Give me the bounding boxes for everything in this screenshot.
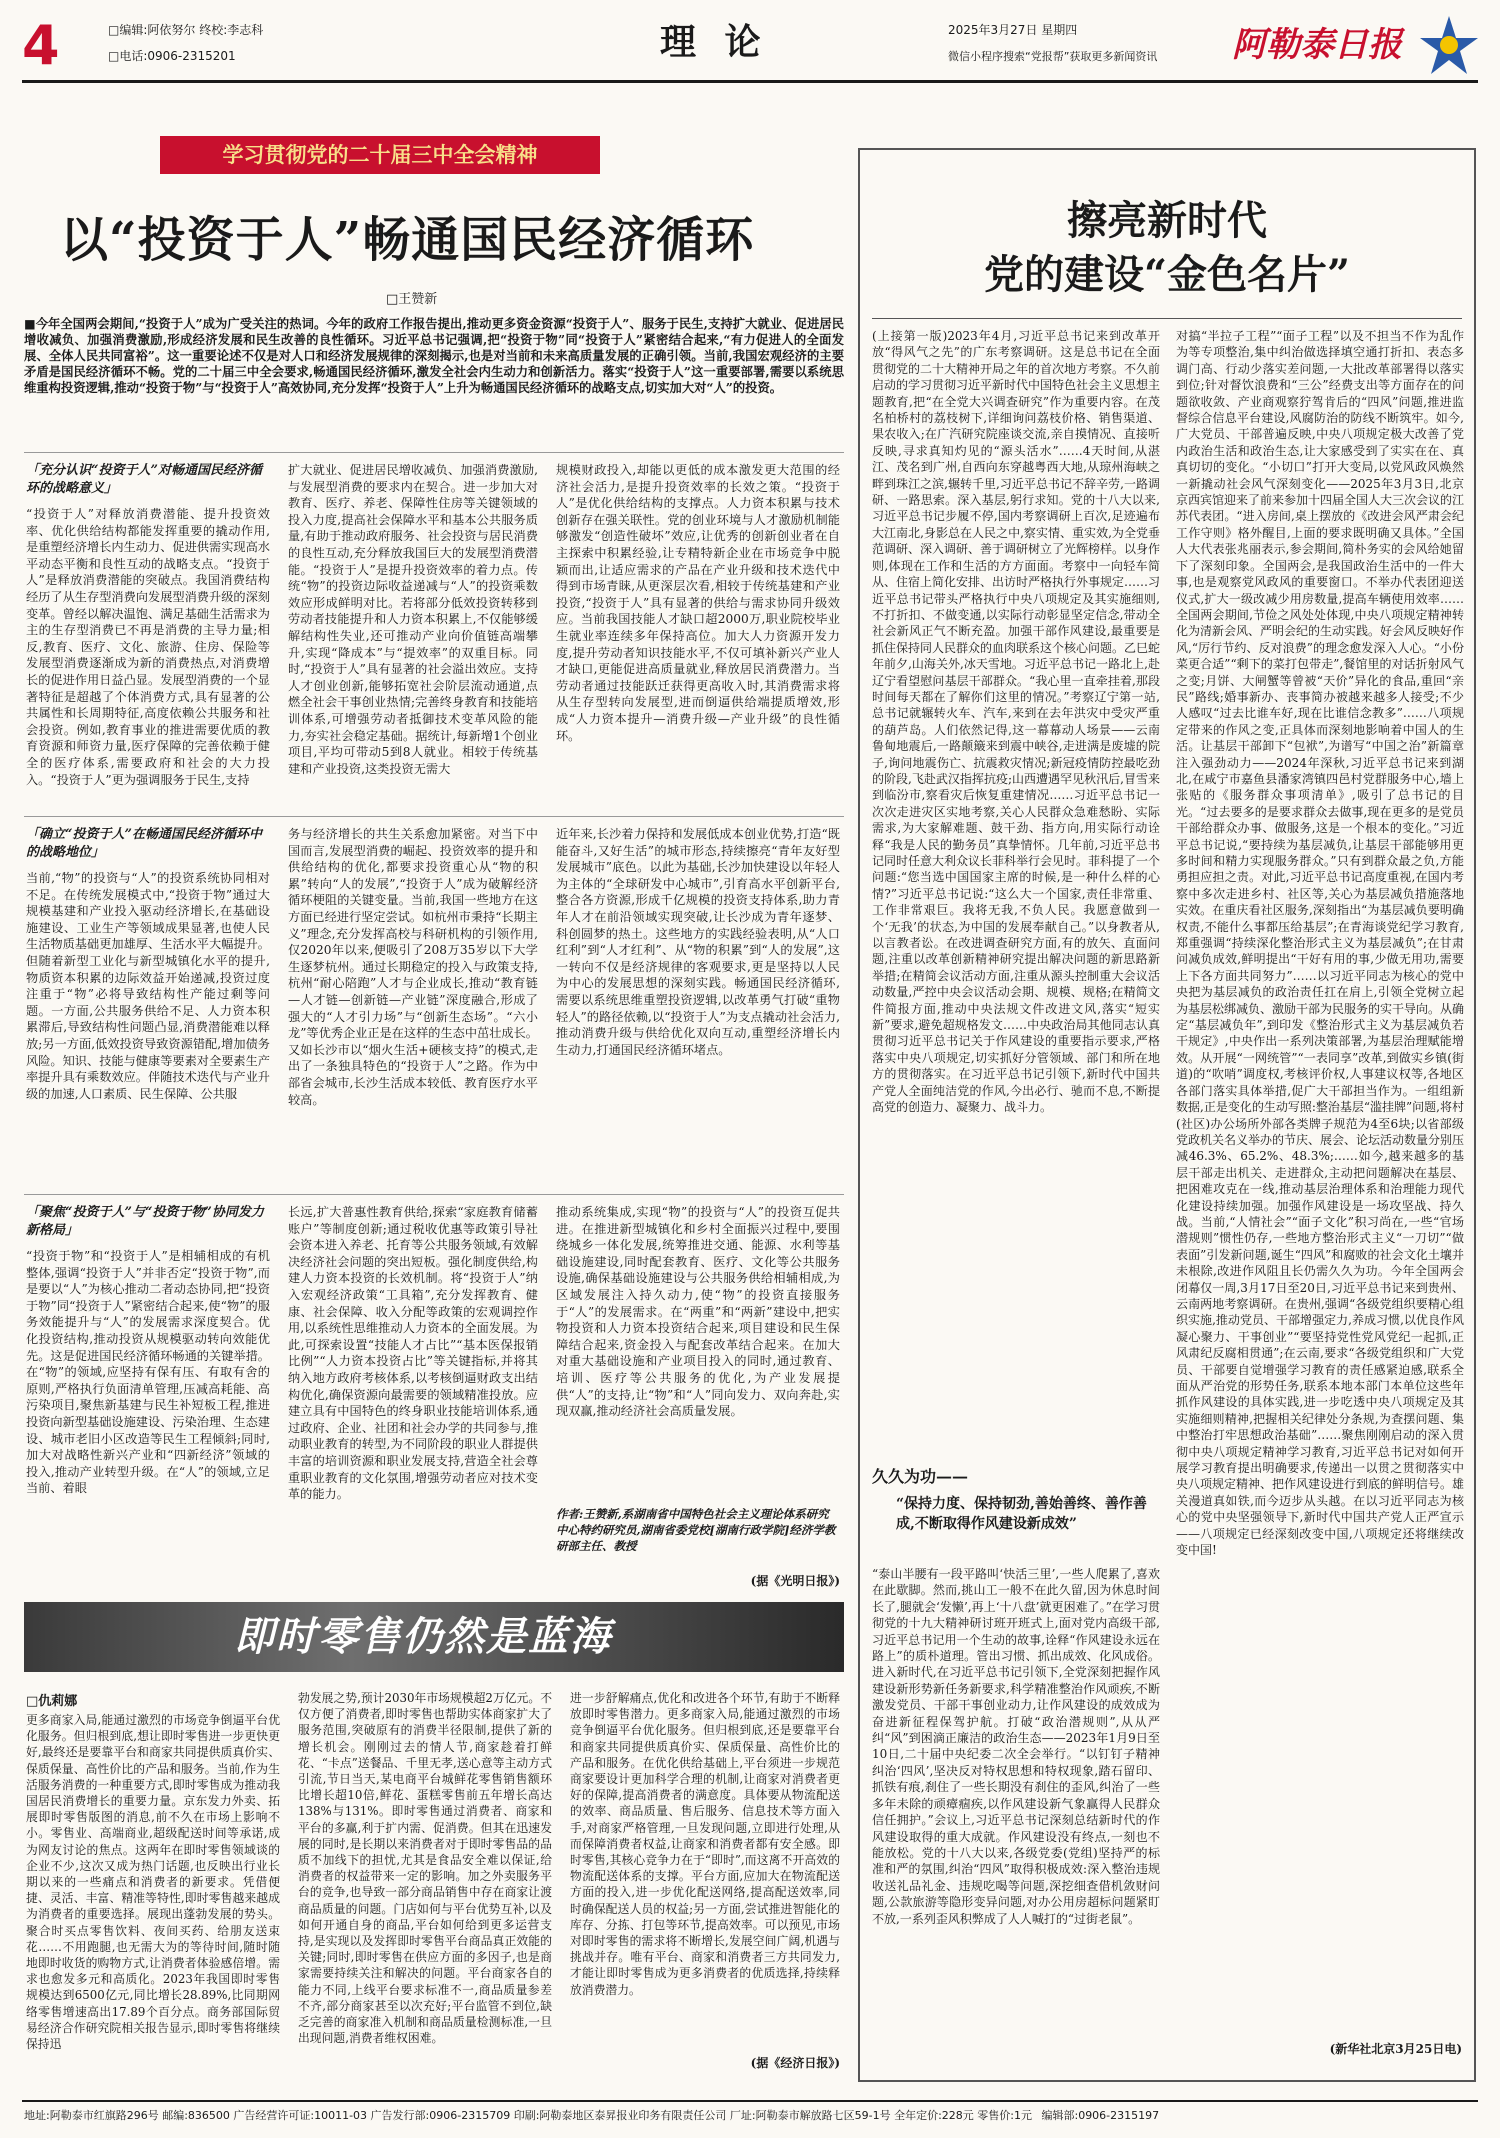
article3-sub-label: 久久为功—— (872, 1467, 969, 1486)
article2-source: (据《经济日报》) (750, 2056, 840, 2070)
article1-title: 以“投资于人”畅通国民经济循环 (60, 212, 755, 268)
section1-col2: 扩大就业、促进居民增收减负、加强消费激励,与发展型消费的要求内在契合。进一步加大对教育、医疗、养老、保障性住房等关键领域的投入力度,提高社会保障水平和基本公共服务质量,有助于推动政府服务、社会投资与居民消费的良性互动,充分释放我国巨大的发展型消费潜能。“投资于人”是提升投资效率的着力点。传统“物”的投资边际收益递减与“人”的投资乘数效应形成鲜明对比。若将部分低效投资转移到劳动者技能提升和人力资本积累上,不仅能够缓解结构性失业,还可推动产业向价值链高端攀升,实现“降成本”与“提效率”的双重目标。同时,“投资于人”具有显著的社会溢出效应。支持人才创业创新,能够拓宽社会阶层流动通道,点燃全社会干事创业热情;完善终身教育和技能培训体系,可增强劳动者抵御技术变革风险的能力,夯实社会稳定基础。据统计,每新增1个创业项目,平均可带动5到8人就业。相较于传统基建和产业投资,这类投资无需大 (288, 463, 538, 776)
theme-banner (160, 136, 600, 174)
footer-phone: 编辑部:0906-2315197 (1041, 2109, 1160, 2122)
phone-line: □电话:0906-2315201 (108, 49, 236, 63)
article2-title-band (24, 1602, 844, 1672)
issue-date: 2025年3月27日 星期四 (948, 23, 1078, 37)
section3-col1: “投资于物”和“投资于人”是相辅相成的有机整体,强调“投资于人”并非否定“投资于物”,而是要以“人”为核心推动二者动态协同,把“投资于物”同“投资于人”紧密结合起来,使“物”的服务效能提升与“人”的发展需求深度契合。优化投资结构,推动投资从规模驱动转向效能优先。这是促进国民经济循环畅通的关键举措。在“物”的领域,应坚持有保有压、有取有舍的原则,严格执行负面清单管理,压减高耗能、高污染项目,聚焦新基建与民生补短板工程,推进投资向新型基础设施建设、污染治理、生态建设、城市老旧小区改造等民生工程倾斜;同时,加大对战略性新兴产业和“四新经济”领域的投入,推动产业转型升级。在“人”的领域,立足当前、着眼 (26, 1249, 270, 1496)
section1-rule (24, 816, 844, 817)
article3-sub-title: “保持力度、保持韧劲,善始善终、善作善成,不断取得作风建设新成效” (896, 1496, 1147, 1532)
section3-col3: 推动系统集成,实现“物”的投资与“人”的投资互促共进。在推进新型城镇化和乡村全面振兴过程中,要围绕城乡一体化发展,统筹推进交通、能源、水利等基础设施建设,同时配套教育、医疗、文化等公共服务设施,确保基础设施建设与公共服务供给相辅相成,为区域发展注入持久动力,使“物”的投资直接服务于“人”的发展需求。在“两重”和“两新”建设中,把实物投资和人力资本投资结合起来,项目建设和民生保障结合起来,资金投入与配套改革结合起来。在加大对重大基础设施和产业项目投入的同时,通过教育、培训、医疗等公共服务的优化,为产业发展提供“人”的支持,让“物”和“人”同向发力、双向奔赴,实现双赢,推动经济社会高质量发展。 (556, 1205, 840, 1419)
footer-text (24, 2108, 1476, 2124)
section2-col1: 当前,“物”的投资与“人”的投资系统协同相对不足。在传统发展模式中,“投资于物”通过大规模基建和产业投入驱动经济增长,在基础设施建设、工业生产等领域成果显著,也使人民生活物质基础更加雄厚、生活水平大幅提升。但随着新型工业化与新型城镇化水平的提升,物质资本积累的边际效益开始递减,投资过度注重于“物”必将导致结构性产能过剩等问题。一方面,公共服务供给不足、人力资本积累滞后,导致结构性问题凸显,消费潜能难以释放;另一方面,低效投资导致资源错配,增加债务风险。知识、技能与健康等要素对全要素生产率提升具有乘数效应。伴随技术迭代与产业升级的加速,人口素质、民生保障、公共服 (26, 871, 270, 1101)
article2-col2: 勃发展之势,预计2030年市场规模超2万亿元。不仅方便了消费者,即时零售也帮助实体商家扩大了服务范围,突破原有的消费半径限制,提供了新的增长机会。刚刚过去的情人节,商家趁着打鲜花、“卡点”送餐品、千里无孝,送心意等主动方式引流,节日当天,某电商平台城鲜花零售销售额环比增长超10倍,鲜花、蛋糕零售前五年增长高达138%与131%。即时零售通过消费者、商家和平台的多赢,利于扩内需、促消费。但其在迅速发展的同时,是长期以来消费者对于即时零售品的品质不加线下的担忧,尤其是食品安全难以保证,给消费者的权益带来一定的影响。加之外卖服务平台的竞争,也导致一部分商品销售中存在商家让渡商品质量的问题。门店如何与平台优势互补,以及如何开通自身的商品,平台如何给到更多运营支持,是实现以及发挥即时零售平台商品真正效能的关键;同时,即时零售在供应方面的多因子,也是商家需要持续关注和解决的问题。平台商家各自的能力不同,上线平台要求标准不一,商品质量参差不齐,部分商家甚至以次充好;平台监管不到位,缺乏完善的商家准入机制和商品质量检测标准,一旦出现问题,消费者维权困难。 (298, 1691, 552, 2046)
article3-col1b: “泰山半腰有一段平路叫‘快活三里’,一些人爬累了,喜欢在此歇脚。然而,挑山工一般不在此久留,因为休息时间长了,腿就会‘发懒’,再上‘十八盘’就更困难了。”在学习贯彻党的十九大精神研讨班开班式上,面对党内高级干部,习近平总书记用一个生动的故事,诠释“作风建设永远在路上”的质朴道理。管出习惯、抓出成效、化风成俗。进入新时代,在习近平总书记引领下,全党深刻把握作风建设新形势新任务新要求,科学精准整治作风顽疾,不断激发党员、干部干事创业动力,让作风建设的成效成为奋进新征程保驾护航。打破“政治潜规则”,从从严纠“风”到困滴正廉洁的政治生态——2023年1月9日至10日,二十届中央纪委二次全会举行。“以钉钉子精神纠治‘四风’,坚决反对特权思想和特权现象,踏石留印、抓铁有痕,刹住了一些长期没有刹住的歪风,纠治了一些多年未除的顽瘴痼疾,以作风建设新气象赢得人民群众信任拥护。”会议上,习近平总书记深刻总结新时代的作风建设取得的重大成就。作风建设没有终点,一刻也不能放松。党的十八大以来,各级党委(党组)坚持严的标准和严的氛围,纠治“四风”取得积极成效:深入整治违规收送礼品礼金、违规吃喝等问题,深挖细查借机敛财问题,公款旅游等隐形变异问题,对办公用房超标问题紧盯不放,一系列歪风积弊成了人人喊打的“过街老鼠”。 (872, 1567, 1160, 1926)
footer-rule (22, 2100, 1478, 2102)
section1-col1: “投资于人”对释放消费潜能、提升投资效率、优化供给结构都能发挥重要的撬动作用,是重塑经济增长内生动力、促进供需实现高水平动态平衡和良性互动的战略支点。“投资于人”是释放消费潜能的突破点。我国消费结构经历了从生存型消费向发展型消费升级的深刻变革。曾经以解决温饱、满足基础生活需求为主的生存型消费已不再是消费的主导力量;相反,教育、医疗、文化、旅游、住房、保险等发展型消费逐渐成为新的消费热点,对消费增长的促进作用日益凸显。发展型消费的一个显著特征是超越了个体消费方式,具有显著的公共属性和长周期特征,高度依赖公共服务和社会投资。例如,教育事业的推进需要优质的教育资源和师资力量,医疗保障的完善依赖于健全的医疗体系,需要政府和社会的大力投入。“投资于人”更为强调服务于民生,支持 (26, 507, 270, 787)
section1-col3: 规模财政投入,却能以更低的成本激发更大范围的经济社会活力,是提升投资效率的长效之策。“投资于人”是优化供给结构的支撑点。人力资本积累与技术创新存在强关联性。党的创业环境与人才激励机制能够激发“创造性破坏”效应,让优秀的创新创业者在自主探索中积累经验,让专精特新企业在市场竞争中脱颖而出,让适应需求的产品在产业升级和技术迭代中得到市场青睐,从更深层次看,相较于传统基建和产业投资,“投资于人”具有显著的供给与需求协同升级效应。当前我国技能人才缺口超2000万,职业院校毕业生就业率连续多年保持高位。加大人力资源开发力度,提升劳动者知识技能水平,不仅可填补新兴产业人才缺口,更能促进高质量就业,释放居民消费潜力。当劳动者通过技能跃迁获得更高收入时,其消费需求将从生存型转向发展型,进而倒逼供给端提质增效,形成“人力资本提升—消费升级—产业升级”的良性循环。 (556, 463, 840, 743)
wechat-note: 微信小程序搜索“党报帮”获取更多新闻资讯 (948, 50, 1158, 63)
article1-lead: ■今年全国两会期间,“投资于人”成为广受关注的热词。今年的政府工作报告提出,推动更多资金资源“投资于人”、服务于民生,支持扩大就业、促进居民增收减负、加强消费激励,形成经济发展和民生改善的良性循环。习近平总书记强调,把“投资于物”同“投资于人”紧密结合起来,“有力促进人的全面发展、全体人民共同富裕”。这一重要论述不仅是对人口和经济发展规律的深刻揭示,也是对当前和未来高质量发展的正确引领。当前,我国宏观经济的主要矛盾是国民经济循环不畅。党的二十届三中全会要求,畅通国民经济循环,激发全社会内生动力和创新活力。落实“投资于人”这一重要部署,需要以系统思维重构投资逻辑,推动“投资于物”与“投资于人”高效协同,充分发挥“投资于人”上升为畅通国民经济循环的战略支点,切实加大对“人”的投资。 (24, 316, 844, 395)
article3-title-rule (872, 318, 1462, 319)
article1-source: (据《光明日报》) (750, 1574, 840, 1588)
footer-address: 地址:阿勒泰市红旗路296号 邮编:836500 广告经营许可证:10011-03 广告发行部:0906-2315709 印刷:阿勒泰地区泰昇报业印务有限责任公司 厂址:阿勒泰市解放路七区59-1号 全年定价:228元 零售价:1元 (24, 2109, 1032, 2122)
newspaper-logo-icon (1418, 14, 1480, 76)
editors-line: □编辑:阿依努尔 终校:李志科 (108, 23, 264, 37)
section3-col2: 长远,扩大普惠性教育供给,探索“家庭教育储蓄账户”等制度创新;通过税收优惠等政策引导社会资本进入养老、托育等公共服务领域,有效解决经济社会问题的突出短板。强化制度供给,构建人力资本投资的长效机制。将“投资于人”纳入宏观经济政策“工具箱”,充分发挥教育、健康、社会保障、收入分配等政策的宏观调控作用,以系统性思维推动人力资本的全面发展。为此,可探索设置“技能人才占比”“基本医保报销比例”“人力资本投资占比”等关键指标,并将其纳入地方政府考核体系,以考核倒逼财政支出结构优化,确保资源向最需要的领域精准投放。应建立具有中国特色的终身职业技能培训体系,通过政府、企业、社团和社会办学的共同参与,推动职业教育的转型,为不同阶段的职业人群提供丰富的培训资源和职业发展支持,营造全社会尊重职业教育的文化氛围,增强劳动者应对技术变革的能力。 (288, 1205, 538, 1502)
article2-col1: 更多商家入局,能通过激烈的市场竞争倒逼平台优化服务。但归根到底,想让即时零售进一步更快更好,最终还是要靠平台和商家共同提供质真价实、保质保量、高性价比的产品和服务。当前,作为生活服务消费的一种重要方式,即时零售成为推动我国居民消费增长的重要力量。京东发力外卖、拓展即时零售版图的消息,前不久在市场上影响不小。零售业、高端商业,超级配送时间等承诺,成为网友讨论的焦点。这两年在即时零售领域谈的企业不少,这次又成为热门话题,也反映出行业长期以来的一些痛点和消费者的新要求。凭借便捷、灵活、丰富、精准等特性,即时零售越来越成为消费者的重要选择。展现出蓬勃发展的势头。聚合时买点零售饮料、夜间买药、给朋友送束花……不用跑腿,也无需大为的等待时间,随时随地即时收货的购物方式,让消费者体验感倍增。需求也愈发多元和高质化。2023年我国即时零售规模达到6500亿元,同比增长28.89%,比同期网络零售增速高出17.89个百分点。商务部国际贸易经济合作研究院相关报告显示,即时零售将继续保持迅 (26, 1713, 280, 2052)
section1-title: 「充分认识“投资于人”对畅通国民经济循环的战略意义」 (26, 463, 262, 496)
banner-text: 学习贯彻党的二十届三中全会精神 (222, 143, 538, 167)
section3-title: 「聚焦“投资于人”与“投资于物”协同发力新格局」 (26, 1205, 264, 1238)
lead-rule (24, 452, 844, 453)
article3-title-line2: 党的建设“金色名片” (983, 251, 1350, 298)
header-rule (22, 80, 1478, 83)
article3-col1: (上接第一版)2023年4月,习近平总书记来到改革开放“得风气之先”的广东考察调研。这是总书记在全面贯彻党的二十大精神开局之年的首次地方考察。不久前启动的学习贯彻习近平新时代中国特色社会主义思想主题教育,把“在全党大兴调查研究”作为重要内容。在茂名柏桥村的荔枝树下,详细询问荔枝价格、销售渠道、果农收入;在广汽研究院座谈交流,亲自摸情况、直接听反映,寻求真知灼见的“源头活水”……4天时间,从湛江、茂名到广州,自西向东穿越粤西大地,从琼州海峡之畔到珠江之滨,辗转千里,习近平总书记不辞辛劳,一路调研、一路思索。深入基层,躬行求知。党的十八大以来,习近平总书记步履不停,国内考察调研上百次,足迹遍布大江南北,身影总在人民之中,察实情、重实效,为全党垂范调研、深入调研、善于调研树立了光辉榜样。以身作则,体现在工作和生活的方方面面。考察中一向轻车简从、住宿上简化安排、出访时严格执行外事规定……习近平总书记带头严格执行中央八项规定及其实施细则,不打折扣、不做变通,以实际行动彰显坚定信念,带动全社会新风正气不断充盈。加强干部作风建设,最重要是抓住保持同人民群众的血肉联系这个核心问题。乙巳蛇年前夕,山海关外,冰天雪地。习近平总书记一路北上,赴辽宁看望慰问基层干部群众。“我心里一直牵挂着,那段时间每天都在了解你们这里的情况。”考察辽宁第一站,总书记就辗转火车、汽车,来到在去年洪灾中受灾严重的葫芦岛。人们依然记得,这一幕幕动人场景——云南鲁甸地震后,一路颠簸来到震中峡谷,走进满是废墟的院子,询问地震伤亡、抗震救灾情况;新冠疫情防控最吃劲的阶段,飞赴武汉指挥抗疫;山西遭遇罕见秋汛后,冒雪来到临汾市,察看灾后恢复重建情况……习近平总书记一次次走进灾区实地考察,关心人民群众急难愁盼、实际需求,为大家解难题、鼓干劲、指方向,用实际行动诠释“我是人民的勤务员”真挚情怀。几年前,习近平总书记同时任意大利众议长菲科举行会见时。菲科提了一个问题:“您当选中国国家主席的时候,是一种什么样的心情?”习近平总书记说:“这么大一个国家,责任非常重、工作非常艰巨。我将无我,不负人民。我愿意做到一个‘无我’的状态,为中国的发展奉献自己。”以身教者从,以言教者讼。在改进调查研究方面,有的放矢、直面问题,注重以改革创新精神研究提出解决问题的新思路新举措;在精简会议活动方面,注重从源头控制重大会议活动数量,严控中央会议活动会期、规模、规格;在精简文件简报方面,推动中央法规文件改进文风,落实“短实新”要求,避免超规格发文……中央政治局其他同志认真贯彻习近平总书记关于作风建设的重要指示要求,严格落实中央八项规定,切实抓好分管领域、部门和所在地方的贯彻落实。在习近平总书记引领下,新时代中国共产党人全面纯洁党的作风,今出必行、驰而不息,不断提高党的创造力、凝聚力、战斗力。 (872, 329, 1160, 1115)
section-title: 理 论 (660, 21, 769, 63)
section2-rule (24, 1194, 844, 1195)
article1-author-note: 作者:王赞新,系湖南省中国特色社会主义理论体系研究中心特约研究员,湖南省委党校[湖南行政学院]经济学教研部主任、教授 (556, 1507, 836, 1553)
article2-author: □仇莉娜 (26, 1694, 78, 1709)
article1-author: □王赞新 (386, 292, 438, 307)
section2-col3: 近年来,长沙着力保持和发展低成本创业优势,打造“既能奋斗,又好生活”的城市形态,持续擦亮“青年友好型发展城市”底色。以此为基础,长沙加快建设以年轻人为主体的“全球研发中心城市”,引育高水平创新平台,整合各方资源,形成千亿规模的投资支持体系,助力青年人才在前沿领域实现突破,让长沙成为青年逐梦、科创圆梦的热土。这些地方的实践经验表明,从“人口红利”到“人才红利”、从“物的积累”到“人的发展”,这一转向不仅是经济规律的客观要求,更是坚持以人民为中心的发展思想的深刻实践。畅通国民经济循环,需要以系统思维重塑投资逻辑,以改革勇气打破“重物轻人”的路径依赖,以“投资于人”为支点撬动社会活力,推动消费升级与供给优化双向互动,重塑经济增长内生动力,打通国民经济循环堵点。 (556, 827, 840, 1057)
masthead: 阿勒泰日报 (1232, 25, 1402, 65)
section2-col2: 务与经济增长的共生关系愈加紧密。对当下中国而言,发展型消费的崛起、投资效率的提升和供给结构的优化,都要求投资重心从“物的积累”转向“人的发展”,“投资于人”成为破解经济循环梗阻的关键变量。当前,我国一些地方在这方面已经进行坚定尝试。如杭州市秉持“长期主义”理念,充分发挥高校与科研机构的引领作用,仅2020年以来,便吸引了208万35岁以下大学生逐梦杭州。通过长期稳定的投入与政策支持,杭州“耐心陪跑”人才与企业成长,推动“教育链—人才链—创新链—产业链”深度融合,形成了强大的“人才引力场”与“创新生态场”。“六小龙”等优秀企业正是在这样的生态中茁壮成长。又如长沙市以“烟火生活+硬核支持”的模式,走出了一条独具特色的“投资于人”之路。作为中部省会城市,长沙生活成本较低、教育医疗水平较高。 (288, 827, 538, 1107)
page-number: 4 (22, 14, 60, 77)
article3-source: (新华社北京3月25日电) (1329, 2042, 1462, 2056)
article2-title: 即时零售仍然是蓝海 (234, 1613, 612, 1660)
article3-title-line1: 擦亮新时代 (1067, 197, 1267, 244)
article3-col2: 对搞“半拉子工程”“面子工程”以及不担当不作为乱作为等专项整治,集中纠治做选择填空通打折扣、表态多调门高、行动少落实差问题,一大批改革部署得以落实到位;针对督饮浪费和“三公”经费支出等方面存在的问题欲收敛、产业商观察狞驾肯后的“四风”问题,推进监督综合信息平台建设,风腐防治的防线不断筑牢。如今,广大党员、干部普遍反映,中央八项规定极大改善了党内政治生活和政治生态,让大家感受到了实实在在、真真切切的变化。“小切口”打开大变局,以党风政风焕然一新撬动社会风气深刻变化——2025年3月3日,北京京西宾馆迎来了前来参加十四届全国人大三次会议的江苏代表团。“进入房间,桌上摆放的《改进会风严肃会纪工作守则》格外醒目,上面的要求既明确又具体。”全国人大代表张兆丽表示,参会期间,简朴务实的会风给她留下了深刻印象。全国两会,是我国政治生活中的一件大事,也是观察党风政风的重要窗口。不举办代表团迎送仪式,扩大一级改减少用房数量,提高车辆使用效率……全国两会期间,节俭之风处处体现,中央八项规定精神转化为清新会风、严明会纪的生动实践。好会风反映好作风,“厉行节约、反对浪费”的理念愈发深入人心。“小份菜更合适”“剩下的菜打包带走”,餐馆里的对话折射风气之变;月饼、大闸蟹等曾被“天价”异化的食品,重回“亲民”路线;婚事新办、丧事简办被越来越多人接受;不少人感叹“过去比谁车好,现在比谁信念教多”……八项规定带来的作风之变,正具体而深刻地影响着中国人的生活。让基层干部卸下“包袱”,为谱写“中国之治”新篇章注入强劲动力——2024年深秋,习近平总书记来到湖北,在咸宁市嘉鱼县潘家湾镇四邑村党群服务中心,墙上张贴的《服务群众事项清单》,吸引了总书记的目光。“过去要多的是要求群众去做事,现在更多的是党员干部给群众办事、做服务,这是一个根本的变化。”习近平总书记说,“要持续为基层减负,让基层干部能够用更多时间和精力实现服务群众。”只有到群众最之负,方能勇担应担之责。对此,习近平总书记高度重视,在国内考察中多次走进乡村、社区等,关心为基层减负措施落地实效。在重庆看社区服务,深刻指出“为基层减负要明确权责,不能什么事都压给基层”;在青海谈党纪学习教育,郑重强调“持续深化整治形式主义为基层减负”;在甘肃问减负成效,鲜明提出“干好有用的事,少做无用功,需要上下各方面共同努力”……以习近平同志为核心的党中央把为基层减负的政治责任扛在肩上,引领全党树立起为基层松绑减负、激励干部为民服务的实干导向。从确定“基层减负年”,到印发《整治形式主义为基层减负若干规定》,中央作出一系列决策部署,为基层治理赋能增效。从开展“一网统管”“一表同享”改革,到做实乡镇(街道)的“吹哨”调度权,考核评价权,人事建议权等,各地区各部门落实具体举措,促广大干部担当作为。一组组新数据,正是变化的生动写照:整治基层“滥挂牌”问题,将村(社区)办公场所外部各类牌子规范为4至6块;以省部级党政机关名义举办的节庆、展会、论坛活动数量分别压减46.3%、65.2%、48.3%;……如今,越来越多的基层干部走出机关、走进群众,主动把问题解决在基层、把困难攻克在一线,推动基层治理体系和治理能力现代化建设持续加强。加强作风建设是一场攻坚战、持久战。当前,“人情社会”“面子文化”积习尚在,一些“官场潜规则”惯性仍存,一些地方整治形式主义“一刀切”“做表面”引发新问题,诞生“四风”和腐败的社会文化土壤并未根除,改进作风阻且长仍需久久为功。今年全国两会闭幕仅一周,3月17日至20日,习近平总书记来到贵州、云南两地考察调研。在贵州,强调“各级党组织要精心组织实施,推动党员、干部增强定力,养成习惯,以优良作风凝心聚力、干事创业”“要坚持党性党风党纪一起抓,正风肃纪反腐相贯通”;在云南,要求“各级党组织和广大党员、干部要自觉增强学习教育的责任感紧迫感,联系全面从严治党的形势任务,联系本地本部门本单位这些年抓作风建设的具体实践,进一步吃透中央八项规定及其实施细则精神,把握相关纪律处分条规,为查摆问题、集中整治打牢思想政治基础”……聚焦刚刚启动的深入贯彻中央八项规定精神学习教育,习近平总书记对如何开展学习教育提出明确要求,传递出一以贯之贯彻落实中央八项规定精神、把作风建设进行到底的鲜明信号。雄关漫道真如铁,而今迈步从头越。在以习近平同志为核心的党中央坚强领导下,新时代中国共产党人正严宣示——八项规定已经深刻改变中国,八项规定还将继续改变中国! (1176, 329, 1464, 1558)
section2-title: 「确立“投资于人”在畅通国民经济循环中的战略地位」 (26, 827, 262, 860)
article2-col3: 进一步舒解痛点,优化和改进各个环节,有助于不断释放即时零售潜力。更多商家入局,能通过激烈的市场竞争倒逼平台优化服务。但归根到底,还是要靠平台和商家共同提供质真价实、保质保量、高性价比的产品和服务。在优化供给基础上,平台须进一步规范商家要设计更加科学合理的机制,让商家对消费者更好的保障,提高消费者的满意度。具体要从物流配送的效率、商品质量、售后服务、信息技术等方面入手,对商家严格管理,一旦发现问题,立即进行处理,从而保障消费者权益,让商家和消费者都有安全感。即时零售,其核心竞争力在于“即时”,而这离不开高效的物流配送体系的支撑。平台方面,应加大在物流配送方面的投入,进一步优化配送网络,提高配送效率,同时确保配送人员的权益;另一方面,尝试推进智能化的库存、分拣、打包等环节,提高效率。可以预见,市场对即时零售的需求将不断增长,发展空间广阔,机遇与挑战并存。唯有平台、商家和消费者三方共同发力,才能让即时零售成为更多消费者的优质选择,持续释放消费潜力。 (570, 1691, 840, 1997)
